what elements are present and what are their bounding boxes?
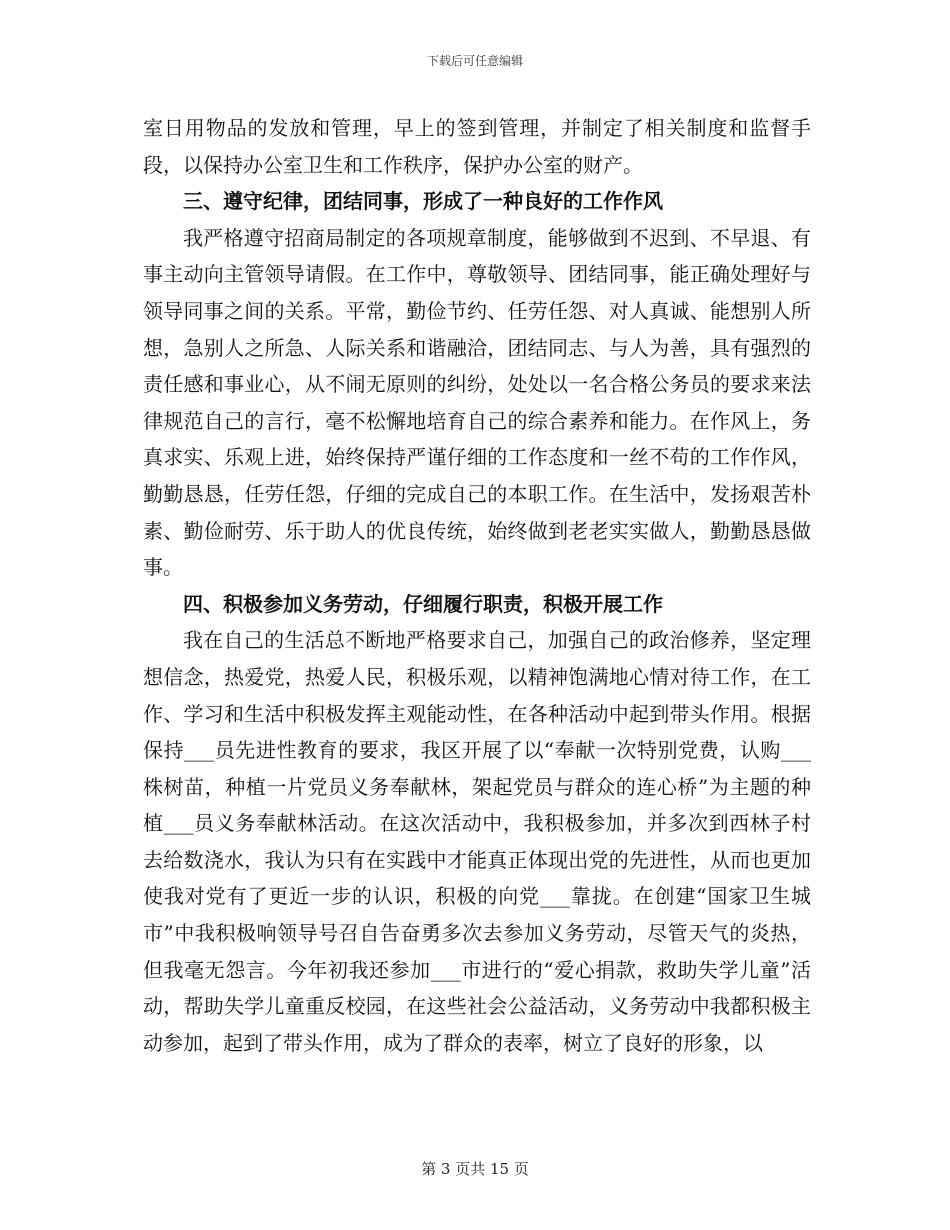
section-heading-3: 三、遵守纪律，团结同事，形成了一种良好的工作作风	[183, 189, 663, 214]
paragraph-volunteer: 我在自己的生活总不断地严格要求自己，加强自己的政治修养，坚定理想信念，热爱党，热爱人民，积极乐观，以精神饱满地心情对待工作，在工作、学习和生活中积极发挥主观能动性，在各种活动中起到带头作用。根据保持___员先进性教育的要求，我区开展了以“奉献一次特别党费，认购___株树苗，种植一片党员义务奉献林，架起党员与群众的连心桥”为主题的种植___员义务奉献林活动。在这次活动中，我积极参加，并多次到西林子村去给数浇水，我认为只有在实践中才能真正体现出党的先进性，从而也更加使我对党有了更近一步的认识，积极的向党___靠拢。在创建“国家卫生城市”中我积极响领导号召自告奋勇多次去参加义务劳动，尽管天气的炎热，但我毫无怨言。今年初我还参加___市进行的“爱心捐款，救助失学儿童”活动，帮助失学儿童重反校园，在这些社会公益活动，义务劳动中我都积极主动参加，起到了带头作用，成为了群众的表率，树立了良好的形象，以	[143, 628, 811, 1055]
paragraph-discipline: 我严格遵守招商局制定的各项规章制度，能够做到不迟到、不早退、有事主动向主管领导请假。在工作中，尊敬领导、团结同事，能正确处理好与领导同事之间的关系。平常，勤俭节约、任劳任怨、对人真诚、能想别人所想，急别人之所急、人际关系和谐融洽，团结同志、与人为善，具有强烈的责任感和事业心，从不闹无原则的纠纷，处处以一名合格公务员的要求来法律规范自己的言行，毫不松懈地培育自己的综合素养和能力。在作风上，务真求实、乐观上进，始终保持严谨仔细的工作态度和一丝不苟的工作作风，勤勤恳恳，任劳任怨，仔细的完成自己的本职工作。在生活中，发扬艰苦朴素、勤俭耐劳、乐于助人的优良传统，始终做到老老实实做人，勤勤恳恳做事。	[143, 225, 811, 580]
page-header: 下载后可任意编辑	[426, 54, 523, 68]
page-number: 第 3 页共 15 页	[421, 1160, 529, 1178]
paragraph-continued: 室日用物品的发放和管理，早上的签到管理，并制定了相关制度和监督手段，以保持办公室卫生和工作秩序，保护办公室的财产。	[143, 116, 811, 177]
document-body	[143, 110, 811, 1061]
section-heading-4: 四、积极参加义务劳动，仔细履行职责，积极开展工作	[183, 591, 663, 616]
